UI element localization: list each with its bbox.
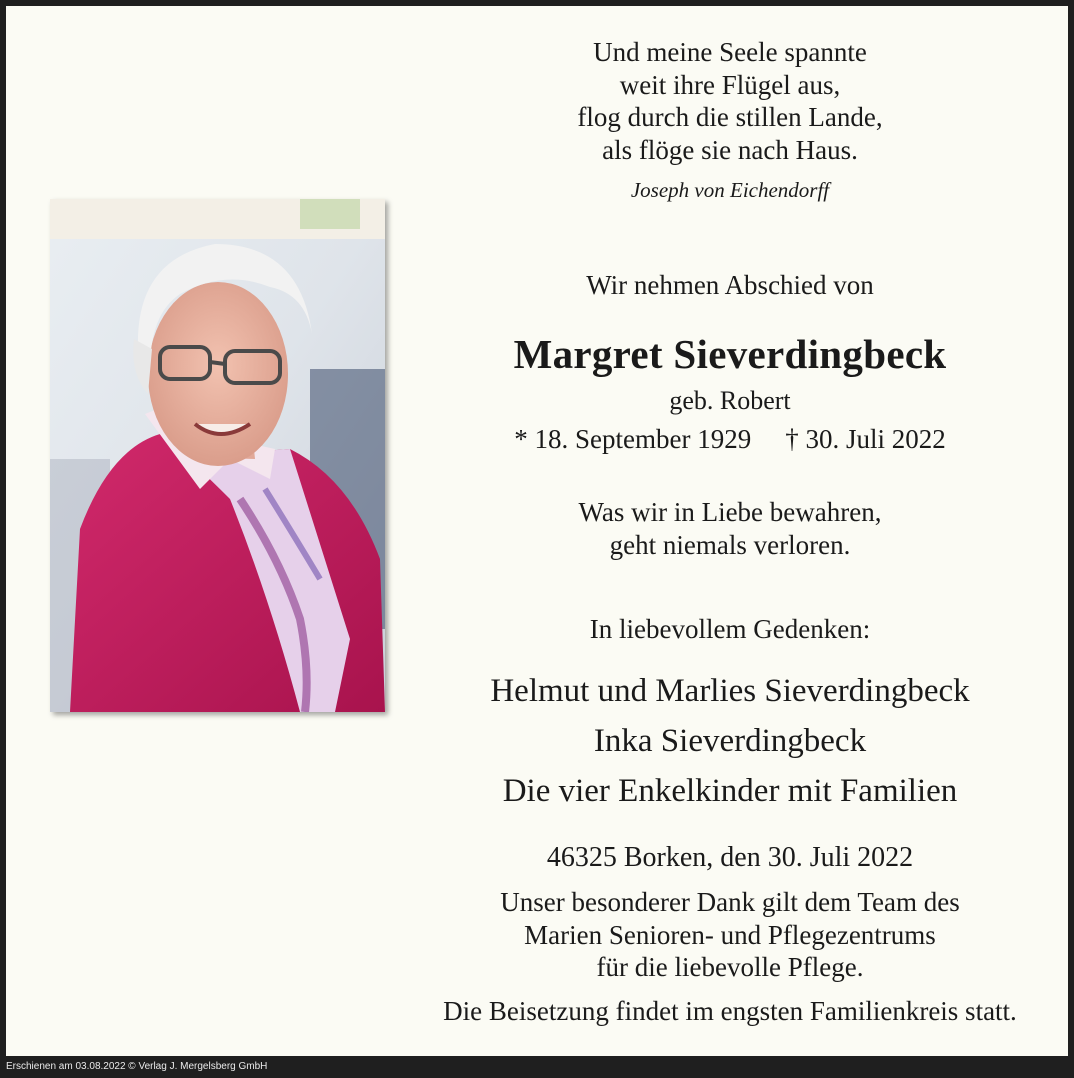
thanks-line: für die liebevolle Pflege. [596, 952, 864, 982]
obituary-card [6, 6, 1068, 1056]
portrait-photo [50, 199, 385, 712]
publication-footer: Erschienen am 03.08.2022 © Verlag J. Mergelsberg GmbH [6, 1061, 268, 1072]
deceased-name: Margret Sieverdingbeck [513, 331, 947, 377]
mourner-name: Helmut und Marlies Sieverdingbeck [490, 673, 970, 709]
farewell-intro: Wir nehmen Abschied von [586, 270, 874, 300]
life-dates [418, 424, 1042, 455]
poem-line: weit ihre Flügel aus, [619, 69, 841, 100]
quote-line: Was wir in Liebe bewahren, [578, 497, 882, 527]
death-date: † 30. Juli 2022 [785, 424, 946, 454]
poem-line: als flöge sie nach Haus. [602, 134, 858, 165]
burial-note: Die Beisetzung findet im engsten Familienkreis statt. [443, 996, 1017, 1026]
mourner-name: Inka Sieverdingbeck [593, 723, 867, 759]
mourners-list [418, 666, 1042, 816]
quote-line: geht niemals verloren. [609, 530, 851, 560]
mourners-heading: In liebevollem Gedenken: [589, 614, 871, 644]
memorial-quote [418, 496, 1042, 562]
poem [418, 36, 1042, 166]
mourner-name: Die vier Enkelkinder mit Familien [502, 773, 958, 809]
place-date: 46325 Borken, den 30. Juli 2022 [546, 842, 914, 873]
thanks-note [418, 886, 1042, 984]
birth-name: geb. Robert [669, 386, 791, 415]
poem-line: flog durch die stillen Lande, [577, 102, 883, 132]
poem-line: Und meine Seele spannte [593, 37, 867, 67]
thanks-line: Unser besonderer Dank gilt dem Team des [500, 887, 960, 917]
thanks-line: Marien Senioren- und Pflegezentrums [524, 919, 936, 950]
poem-author: Joseph von Eichendorff [630, 178, 830, 202]
birth-date: * 18. September 1929 [514, 424, 752, 454]
